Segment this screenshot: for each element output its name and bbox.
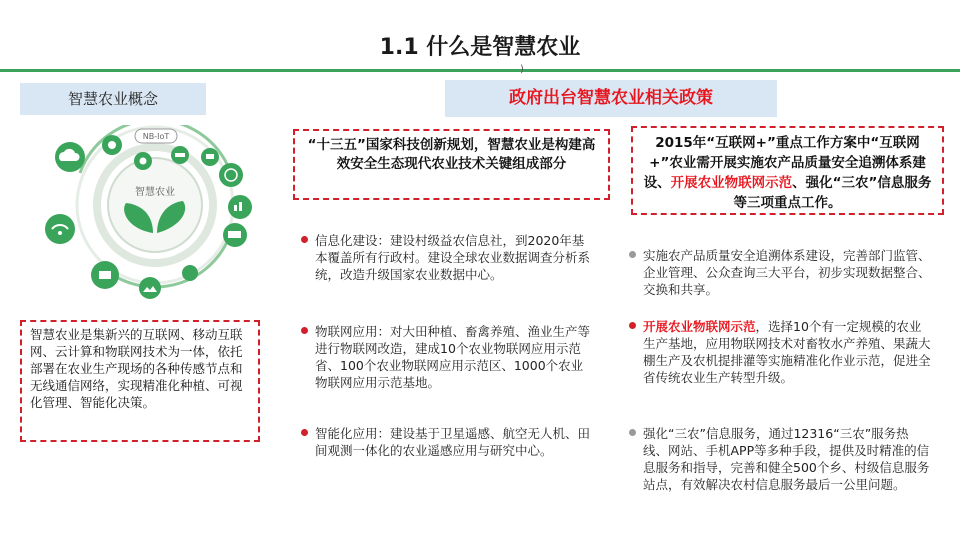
smart-agriculture-graphic xyxy=(40,125,265,300)
landscape-icon xyxy=(139,277,161,299)
page-title: 1.1 什么是智慧农业 xyxy=(379,35,581,60)
cloud-icon xyxy=(55,142,85,172)
bullet-dot xyxy=(629,322,636,329)
plan1-item-intelligent: 智能化应用：建设基于卫星遥感、航空无人机、田间观测一体化的农业遥感应用与研究中心。 xyxy=(315,425,595,459)
svg-text:NB-IoT: NB-IoT xyxy=(142,132,170,141)
policy-tab: 政府出台智慧农业相关政策 xyxy=(445,80,777,117)
bullet-dot xyxy=(301,327,308,334)
plan1-item-informatization: 信息化建设：建设村级益农信息社，到2020年基本覆盖所有行政村。建设全球农业数据调查分析系统，改造升级国家农业数据中心。 xyxy=(315,232,595,283)
drone-icon xyxy=(171,146,189,164)
plan2-item-info-service: 强化“三农”信息服务，通过12316“三农”服务热线、网站、手机APP等多种手段，提供及时精准的信息服务和指导，完善和健全500个乡、村级信息服务站点，有效解决农村信息服务最后一公里问题。 xyxy=(643,425,933,493)
cursor-mark: ) xyxy=(520,64,524,75)
title-divider xyxy=(0,69,960,72)
plan2-headline-highlight: 开展农业物联网示范 xyxy=(670,175,793,191)
bullet-dot xyxy=(301,236,308,243)
wifi-icon xyxy=(45,214,75,244)
sensor-icon xyxy=(102,135,122,155)
bullet-dot xyxy=(629,429,636,436)
clock-icon xyxy=(219,163,243,187)
document-icon xyxy=(182,265,198,281)
bullet-dot xyxy=(301,429,308,436)
plan2-item-traceability: 实施农产品质量安全追溯体系建设，完善部门监管、企业管理、公众查询三大平台，初步实现数据整合、交换和共享。 xyxy=(643,247,933,298)
plan2-item-iot-demo: 开展农业物联网示范，选择10个有一定规模的农业生产基地，应用物联网技术对畜牧水产养殖、果蔬大棚生产及农机提排灌等实施精准化作业示范，促进全省传统农业生产转型升级。 xyxy=(643,318,933,386)
bullet-dot xyxy=(629,251,636,258)
plant-icon xyxy=(91,261,119,289)
plan1-headline: “十三五”国家科技创新规划，智慧农业是构建高效安全生态现代农业技术关键组成部分 xyxy=(293,129,610,200)
sun-icon xyxy=(134,152,152,170)
plan2-headline: 2015年“互联网+”重点工作方案中“互联网+”农业需开展实施农产品质量安全追溯体系建设、开展农业物联网示范、强化“三农”信息服务等三项重点工作。 xyxy=(631,126,944,215)
chart-icon xyxy=(228,195,252,219)
tractor-icon xyxy=(201,148,219,166)
concept-tab: 智慧农业概念 xyxy=(20,83,206,115)
plan1-item-iot: 物联网应用：对大田种植、畜禽养殖、渔业生产等进行物联网改造，建成10个农业物联网应用示范省、100个农业物联网应用示范区、1000个农业物联网应用示范基地。 xyxy=(315,323,595,391)
graphic-center-label: 智慧农业 xyxy=(135,187,175,198)
concept-description: 智慧农业是集新兴的互联网、移动互联网、云计算和物联网技术为一体，依托部署在农业生产现场的各种传感节点和无线通信网络，实现精准化种植、可视化管理、智能化决策。 xyxy=(20,320,260,442)
camera-icon xyxy=(223,223,247,247)
nb-iot-badge xyxy=(135,129,177,143)
